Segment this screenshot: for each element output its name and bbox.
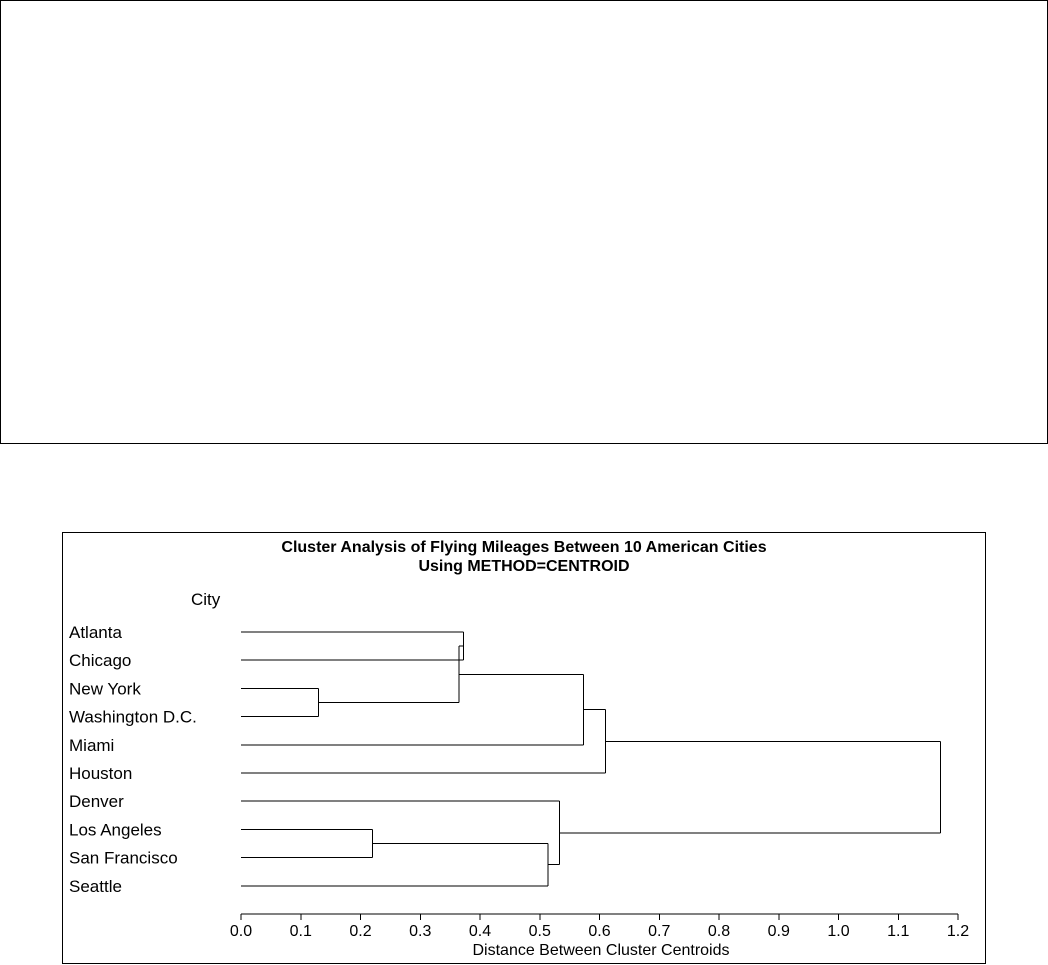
- x-tick-label: 0.5: [528, 923, 551, 940]
- x-tick-label: 0.7: [648, 923, 671, 940]
- leaf-label: San Francisco: [69, 848, 178, 868]
- x-axis-label: Distance Between Cluster Centroids: [472, 942, 730, 959]
- x-tick-label: 0.3: [409, 923, 432, 940]
- x-tick-label: 0.8: [707, 923, 731, 940]
- leaf-label: Denver: [69, 792, 124, 812]
- chart-title: Cluster Analysis of Flying Mileages Between 10 American Cities: [281, 539, 767, 556]
- x-tick-label: 0.4: [468, 923, 492, 940]
- leaf-label: Washington D.C.: [69, 707, 197, 727]
- leaf-label: Atlanta: [69, 623, 122, 642]
- leaf-labels: [69, 623, 197, 896]
- leaf-label: Houston: [69, 764, 133, 783]
- leaf-label: Los Angeles: [69, 820, 162, 840]
- dendrogram-branches: [241, 632, 941, 886]
- empty-output-frame: [0, 0, 1048, 444]
- leaf-label: Seattle: [69, 876, 122, 896]
- x-tick-label: 0.2: [349, 923, 372, 940]
- leaf-label: Chicago: [69, 651, 132, 671]
- x-tick-label: 1.2: [946, 923, 970, 940]
- dendrogram-svg: [63, 533, 985, 963]
- leaf-label: Miami: [69, 735, 115, 755]
- x-tick-label: 0.6: [588, 923, 611, 940]
- x-tick-label: 0.0: [229, 923, 253, 940]
- y-axis-label: City: [191, 590, 221, 609]
- x-axis: [230, 914, 969, 940]
- leaf-label: New York: [69, 679, 141, 699]
- x-tick-label: 0.9: [767, 923, 790, 940]
- chart-subtitle: Using METHOD=CENTROID: [418, 558, 630, 575]
- dendrogram-chart: [62, 532, 986, 964]
- x-tick-label: 1.0: [827, 923, 850, 940]
- x-tick-label: 1.1: [887, 923, 910, 940]
- x-tick-label: 0.1: [289, 923, 312, 940]
